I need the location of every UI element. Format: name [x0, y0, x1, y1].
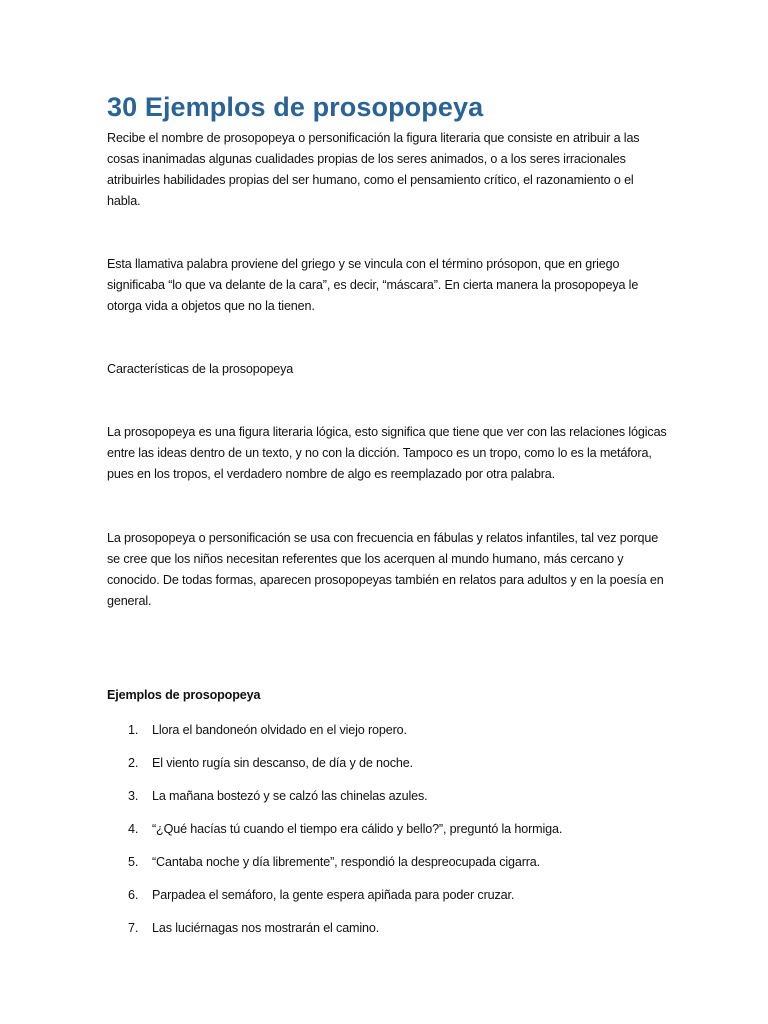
list-item-number: 5. [128, 855, 139, 869]
examples-list [107, 720, 667, 951]
list-item-text: Llora el bandoneón olvidado en el viejo ropero. [152, 723, 407, 737]
list-item-number: 7. [128, 921, 139, 935]
list-item [107, 753, 667, 786]
logic-paragraph: La prosopopeya es una figura literaria lógica, esto significa que tiene que ver con las relaciones lógicas entre las ideas dentro de un texto, y no con la dicción. Tampoco es un tropo, como lo es la metáfora, pues en los tropos, el verdadero nombre de algo es reemplazado por otra palabra. [107, 425, 667, 481]
list-item-number: 6. [128, 888, 139, 902]
list-item [107, 819, 667, 852]
list-item-number: 3. [128, 789, 139, 803]
intro-paragraph: Recibe el nombre de prosopopeya o personificación la figura literaria que consiste en atribuir a las cosas inanimadas algunas cualidades propias de los seres animados, o a los seres irracionales atribuirles habilidades propias del ser humano, como el pensamiento crítico, el razonamiento o el habla. [107, 131, 640, 208]
list-item-text: Parpadea el semáforo, la gente espera apiñada para poder cruzar. [152, 888, 515, 902]
list-item [107, 720, 667, 753]
list-item-text: “Cantaba noche y día libremente”, respondió la despreocupada cigarra. [152, 855, 540, 869]
list-item-text: El viento rugía sin descanso, de día y de noche. [152, 756, 413, 770]
list-item [107, 852, 667, 885]
etymology-paragraph: Esta llamativa palabra proviene del griego y se vincula con el término prósopon, que en griego significaba “lo que va delante de la cara”, es decir, “máscara”. En cierta manera la prosopopeya le otorga vida a objetos que no la tienen. [107, 257, 639, 313]
list-item [107, 885, 667, 918]
list-item-text: Las luciérnagas nos mostrarán el camino. [152, 921, 380, 935]
list-item [107, 786, 667, 819]
list-item-number: 4. [128, 822, 139, 836]
examples-heading: Ejemplos de prosopopeya [107, 688, 261, 702]
usage-paragraph: La prosopopeya o personificación se usa con frecuencia en fábulas y relatos infantiles, tal vez porque se cree que los niños necesitan referentes que los acerquen al mundo humano, más cercano y conocido. De todas formas, aparecen prosopopeyas también en relatos para adultos y en la poesía en general. [107, 531, 664, 608]
list-item-number: 1. [128, 723, 139, 737]
page-title: 30 Ejemplos de prosopopeya [107, 92, 484, 122]
document-page [107, 88, 667, 951]
characteristics-heading: Características de la prosopopeya [107, 362, 294, 376]
list-item [107, 918, 667, 951]
list-item-text: “¿Qué hacías tú cuando el tiempo era cálido y bello?”, preguntó la hormiga. [152, 822, 563, 836]
list-item-text: La mañana bostezó y se calzó las chinelas azules. [152, 789, 428, 803]
list-item-number: 2. [128, 756, 139, 770]
